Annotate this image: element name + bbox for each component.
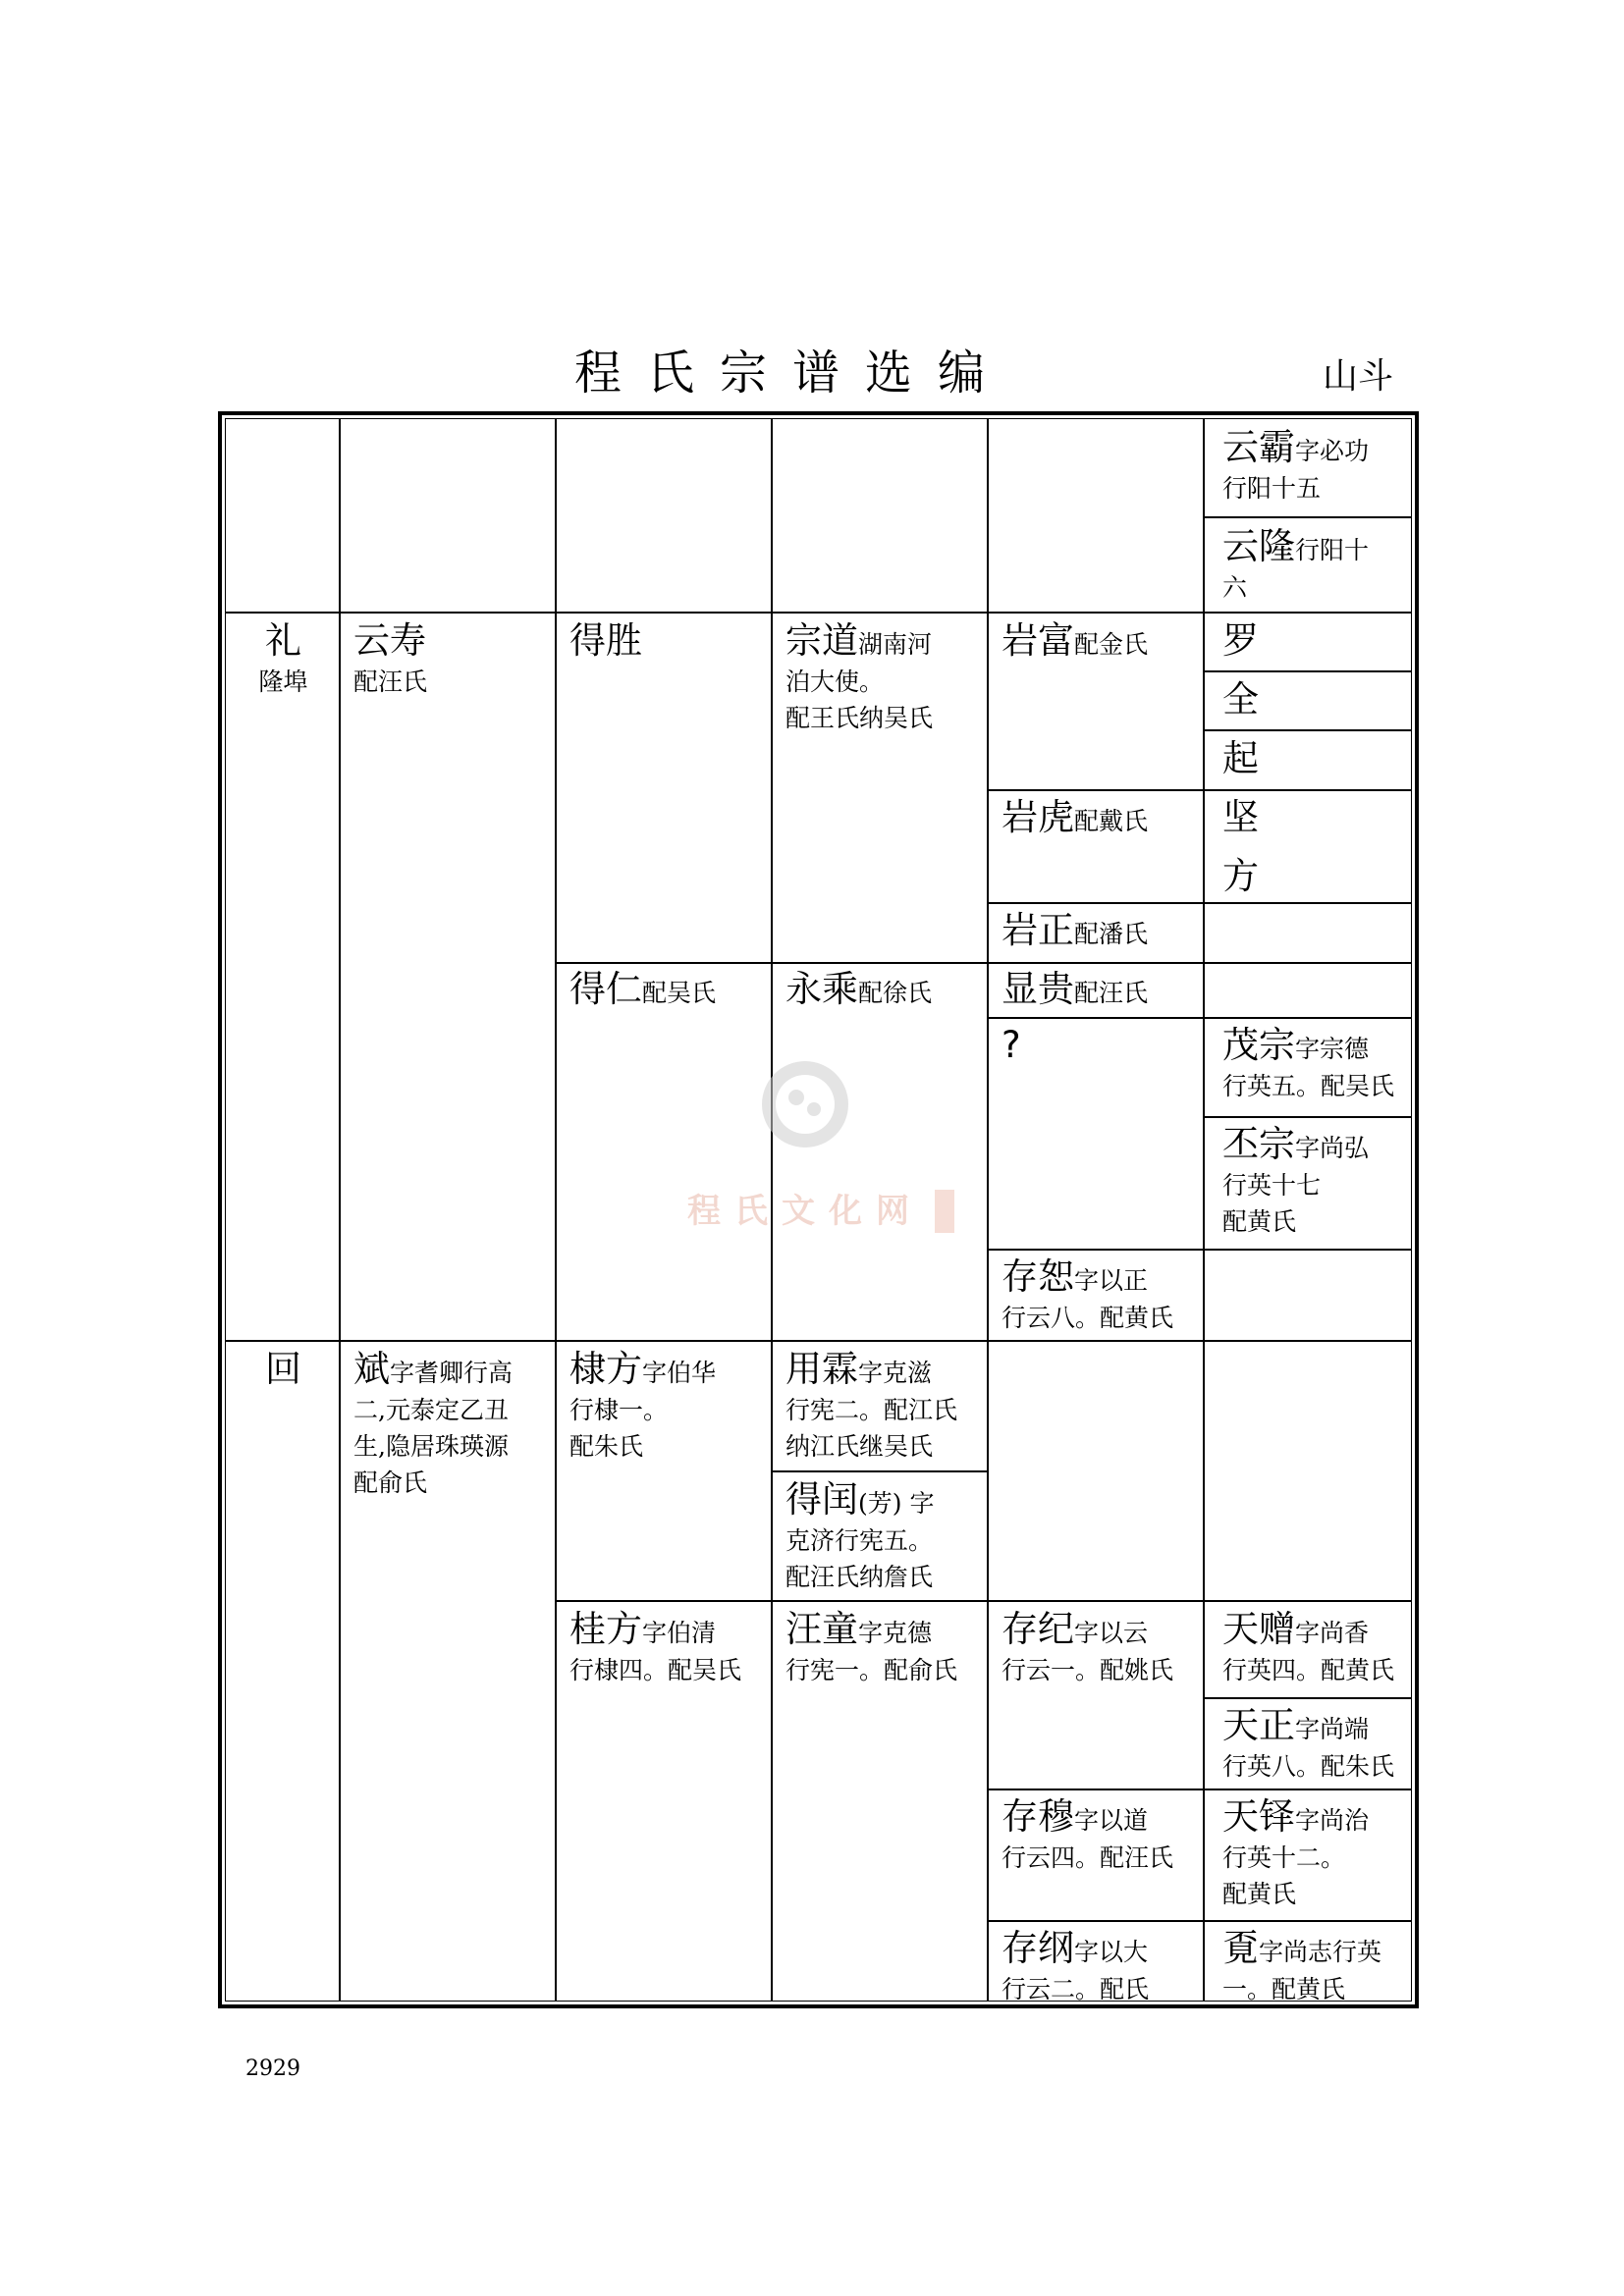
sub-divider xyxy=(987,1789,1412,1790)
person-note: 行阳十 xyxy=(1295,536,1370,564)
person-name: 坚 xyxy=(1222,796,1259,838)
person-note: 湖南河 xyxy=(858,630,933,659)
person-note: 配汪氏 xyxy=(353,667,428,696)
person-name: 用霖 xyxy=(785,1348,858,1390)
person-name: 存穆 xyxy=(1001,1795,1074,1838)
person-note: 配吴氏 xyxy=(642,979,717,1007)
genealogy-entry xyxy=(1222,524,1409,606)
genealogy-entry xyxy=(569,967,766,1012)
person-note: 字尚志行英 xyxy=(1259,1938,1382,1966)
sub-divider xyxy=(1203,516,1412,518)
genealogy-entry xyxy=(1001,1794,1198,1876)
genealogy-entry xyxy=(1001,1255,1198,1336)
person-name: 天正 xyxy=(1222,1704,1295,1746)
genealogy-entry xyxy=(1001,1926,1198,2007)
sub-divider xyxy=(987,1249,1412,1251)
person-note: 字尚治 xyxy=(1295,1806,1370,1835)
genealogy-entry xyxy=(1001,618,1198,664)
person-name: 覔 xyxy=(1222,1927,1259,1969)
person-name: 桂方 xyxy=(569,1608,642,1650)
sub-divider xyxy=(987,789,1412,791)
person-note: 配徐氏 xyxy=(858,979,933,1007)
person-note: 配汪氏纳詹氏 xyxy=(785,1563,934,1591)
sub-divider xyxy=(1203,670,1412,672)
person-note: 行宪二。配江氏 xyxy=(785,1396,958,1424)
watermark-logo xyxy=(677,1050,972,1247)
person-note: 行棣一。 xyxy=(569,1396,669,1424)
genealogy-entry xyxy=(1222,618,1409,664)
person-name: 罗 xyxy=(1222,619,1259,662)
person-name: 存恕 xyxy=(1001,1255,1074,1298)
sub-divider xyxy=(1203,1697,1412,1699)
person-name: 岩虎 xyxy=(1001,796,1074,838)
sub-divider xyxy=(987,1017,1412,1019)
genealogy-entry xyxy=(1222,1926,1409,2007)
genealogy-entry xyxy=(1001,1023,1198,1068)
person-name: 永乘 xyxy=(785,968,858,1010)
person-note: 配俞氏 xyxy=(353,1468,428,1497)
genealogy-entry xyxy=(1222,425,1409,507)
person-note: 字宗德 xyxy=(1295,1035,1370,1063)
person-name: 全 xyxy=(1222,678,1259,721)
person-name: 茂宗 xyxy=(1222,1024,1295,1066)
person-note: 行阳十五 xyxy=(1222,474,1322,503)
person-note: 配黄氏 xyxy=(1222,1207,1297,1236)
person-note: 字必功 xyxy=(1295,437,1370,465)
person-name: 方 xyxy=(1222,855,1259,897)
person-name: 存纲 xyxy=(1001,1927,1074,1969)
person-note: 字克德 xyxy=(858,1619,933,1647)
person-note: 泊大使。 xyxy=(785,667,885,696)
genealogy-entry xyxy=(1222,1794,1409,1912)
person-note: 字以正 xyxy=(1074,1266,1149,1295)
genealogy-entry xyxy=(785,1607,982,1688)
person-note: 字尚弘 xyxy=(1295,1134,1370,1162)
person-note: 行英五。配吴氏 xyxy=(1222,1072,1395,1100)
person-name: 得胜 xyxy=(569,619,642,662)
person-note: 字伯华 xyxy=(642,1359,717,1387)
person-name: 岩正 xyxy=(1001,909,1074,951)
person-note: 行棣四。配吴氏 xyxy=(569,1656,742,1684)
person-name: 云寿 xyxy=(353,619,426,662)
genealogy-entry xyxy=(1222,677,1409,722)
watermark-text: 程氏文化网 xyxy=(687,1192,923,1231)
col-divider-5 xyxy=(1203,419,1205,2001)
person-note: 配戴氏 xyxy=(1074,807,1149,835)
person-note: 行英十七 xyxy=(1222,1171,1322,1200)
person-note: 字尚香 xyxy=(1295,1619,1370,1647)
genealogy-entry xyxy=(1222,1122,1409,1240)
branch-place: 隆埠 xyxy=(258,667,308,696)
genealogy-entry xyxy=(1001,908,1198,953)
place-name: 山斗 xyxy=(1323,356,1394,397)
person-note: 配潘氏 xyxy=(1074,920,1149,948)
person-note: 行云一。配姚氏 xyxy=(1001,1656,1174,1684)
genealogy-entry xyxy=(1222,1023,1409,1104)
person-name: 得仁 xyxy=(569,968,642,1010)
genealogy-entry xyxy=(1222,854,1409,899)
person-note: 行英十二。 xyxy=(1222,1843,1346,1872)
page-number: 2929 xyxy=(245,2056,300,2081)
person-note: (芳) 字 xyxy=(858,1489,935,1518)
person-name: 显贵 xyxy=(1001,968,1074,1010)
person-note: 纳江氏继吴氏 xyxy=(785,1432,934,1461)
col-divider-4 xyxy=(987,419,989,2001)
person-name: 棣方 xyxy=(569,1348,642,1390)
genealogy-entry xyxy=(1222,1703,1409,1785)
genealogy-entry xyxy=(1222,795,1409,840)
branch-name: 回 xyxy=(265,1348,301,1390)
person-name: 得闰 xyxy=(785,1478,858,1521)
genealogy-entry xyxy=(569,1347,766,1465)
person-note: 行英八。配朱氏 xyxy=(1222,1752,1395,1781)
person-note: 字克滋 xyxy=(858,1359,933,1387)
person-note: 六 xyxy=(1222,573,1248,602)
person-note: 字耆卿行高 xyxy=(390,1359,514,1387)
person-name: 云隆 xyxy=(1222,525,1295,567)
person-note: 一。配黄氏 xyxy=(1222,1975,1346,2003)
watermark-stamp xyxy=(935,1190,954,1233)
row-divider-1 xyxy=(225,612,1412,614)
person-note: 克济行宪五。 xyxy=(785,1526,934,1555)
person-note: 行宪一。配俞氏 xyxy=(785,1656,958,1684)
genealogy-entry xyxy=(785,1477,982,1595)
watermark xyxy=(677,1050,972,1247)
branch-label xyxy=(228,1347,339,1392)
genealogy-entry xyxy=(1001,1607,1198,1688)
watermark-seal xyxy=(762,1061,848,1148)
person-note: 字尚端 xyxy=(1295,1715,1370,1743)
person-name: 天铎 xyxy=(1222,1795,1295,1838)
genealogy-entry xyxy=(1222,736,1409,781)
person-name: 斌 xyxy=(353,1348,390,1390)
person-name: 汪童 xyxy=(785,1608,858,1650)
person-note: 二,元泰定乙丑 xyxy=(353,1396,509,1424)
person-note: 字以云 xyxy=(1074,1619,1149,1647)
genealogy-entry xyxy=(785,967,982,1012)
genealogy-entry xyxy=(353,1347,550,1501)
person-name: 丕宗 xyxy=(1222,1123,1295,1165)
genealogy-entry xyxy=(785,618,982,736)
person-name: 起 xyxy=(1222,737,1259,779)
person-note: 生,隐居珠瑛源 xyxy=(353,1432,509,1461)
sub-divider xyxy=(771,1470,987,1472)
branch-label xyxy=(228,618,339,700)
genealogy-entry xyxy=(1001,967,1198,1012)
person-name: 云霸 xyxy=(1222,426,1295,468)
person-name: 天赠 xyxy=(1222,1608,1295,1650)
sub-divider xyxy=(555,962,1412,964)
person-name: 宗道 xyxy=(785,619,858,662)
col-divider-2 xyxy=(555,419,557,2001)
person-note: 配汪氏 xyxy=(1074,979,1149,1007)
person-note: 配王氏纳吴氏 xyxy=(785,704,934,732)
person-note: 行英四。配黄氏 xyxy=(1222,1656,1395,1684)
person-note: 配金氏 xyxy=(1074,630,1149,659)
person-note: 行云四。配汪氏 xyxy=(1001,1843,1174,1872)
sub-divider xyxy=(1203,1116,1412,1118)
person-name: 岩富 xyxy=(1001,619,1074,662)
person-note: 字伯清 xyxy=(642,1619,717,1647)
sub-divider xyxy=(1203,729,1412,731)
genealogy-entry xyxy=(1001,795,1198,840)
person-note: 配黄氏 xyxy=(1222,1880,1297,1908)
genealogy-entry xyxy=(569,1607,766,1688)
person-note: 行云二。配氏 xyxy=(1001,1975,1150,2003)
genealogy-entry xyxy=(785,1347,982,1465)
branch-name: 礼 xyxy=(265,619,301,662)
sub-divider xyxy=(555,1600,1412,1602)
sub-divider xyxy=(987,1920,1412,1922)
genealogy-entry xyxy=(353,618,550,700)
person-note: 配朱氏 xyxy=(569,1432,644,1461)
genealogy-entry xyxy=(1222,1607,1409,1688)
person-note: 行云八。配黄氏 xyxy=(1001,1304,1174,1332)
row-divider-2 xyxy=(225,1340,1412,1342)
col-divider-1 xyxy=(339,419,341,2001)
page-title: 程氏宗谱选编 xyxy=(574,346,1011,400)
person-name: 存纪 xyxy=(1001,1608,1074,1650)
genealogy-entry xyxy=(569,618,766,664)
person-note: 字以道 xyxy=(1074,1806,1149,1835)
person-note: 字以大 xyxy=(1074,1938,1149,1966)
sub-divider xyxy=(987,902,1412,904)
person-name: ? xyxy=(1001,1024,1021,1066)
